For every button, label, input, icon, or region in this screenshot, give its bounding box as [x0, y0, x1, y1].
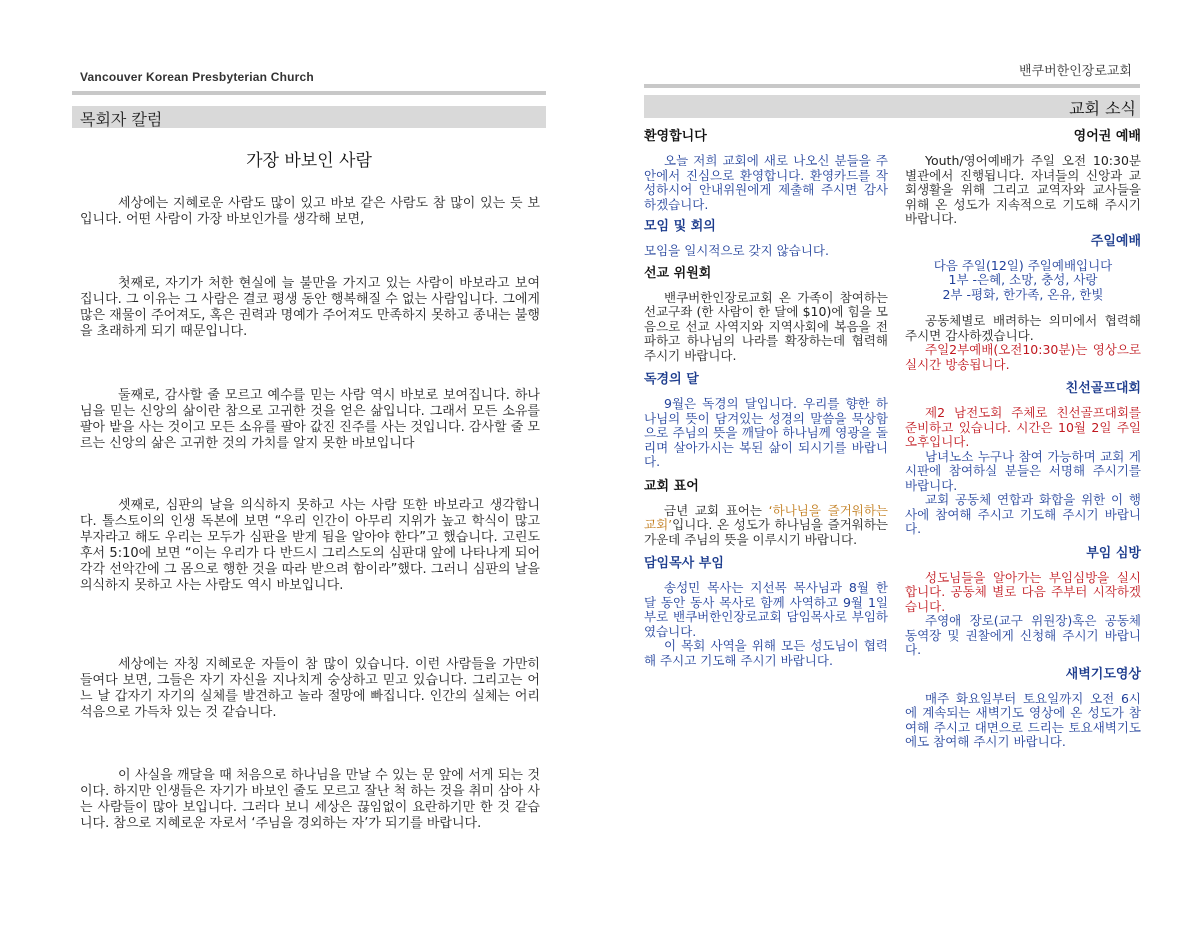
- paragraph-5: 세상에는 자칭 지혜로운 자들이 참 많이 있습니다. 이런 사람들을 가만히 들여다 보면, 그들은 자기 자신을 지나치게 숭상하고 믿고 있습니다. 그리고는 어느 날 갑자기 자기의 실체를 발견하고 놀라 절망에 빠집니다. 인간의 실체는 어리석음으로 가득차 있는 것 같습니다.: [80, 657, 540, 720]
- devotion-heading: 독경의 달: [644, 372, 699, 387]
- church-name-ko: 밴쿠버한인장로교회: [1018, 64, 1132, 79]
- section-title: 교회 소식: [1069, 99, 1136, 118]
- header-rule: [644, 84, 1140, 88]
- mission-heading: 선교 위원회: [644, 265, 712, 281]
- section-title: 목회자 칼럼: [80, 110, 163, 129]
- visit-heading: 부임 심방: [1086, 545, 1141, 561]
- dawn-heading: 새벽기도영상: [1065, 666, 1141, 682]
- mission-text: 밴쿠버한인장로교회 온 가족이 참여하는 선교구좌 (한 사람이 한 달에 $10)에 힘을 모음으로 선교 사역지와 지역사회에 복음을 전파하고 하나님의 나라를 확장하는데 협력해 주시기 바랍니다.: [644, 289, 888, 363]
- paragraph-3: 둘째로, 감사할 줄 모르고 예수를 믿는 사람 역시 바보로 보여집니다. 하나님을 믿는 신앙의 삶이란 참으로 고귀한 것을 얻은 삶입니다. 그래서 모든 소유를 팔아 밭을 사는 것이고 모든 소유를 팔아 값진 진주를 사는 것입니다. 감사할 줄 모르는 신앙의 삶은 고귀한 것의 가치를 알지 못한 바보입니다: [80, 388, 540, 451]
- meeting-text: 모임을 일시적으로 갖지 않습니다.: [644, 243, 829, 258]
- visit-red-text: 성도님들을 알아가는 부임심방을 실시합니다. 공동체 별로 다음 주부터 시작하겠습니다.: [905, 569, 1141, 614]
- english-text: Youth/영어예배가 주일 오전 10:30분 별관에서 진행됩니다. 자녀들의 신앙과 교회생활을 위해 그리고 교역자와 교사들을 위해 온 성도가 지속적으로 기도해 주시기 바랍니다.: [905, 153, 1141, 226]
- welcome-text: 오늘 저희 교회에 새로 나오신 분들을 주 안에서 진심으로 환영합니다. 환영카드를 작성하시어 안내위원에게 제출해 주시면 감사하겠습니다.: [644, 153, 888, 212]
- motto-post: 입니다. 온 성도가 하나님을 즐거워하는 가운데 주님의 뜻을 이루시기 바랍니다.: [644, 517, 888, 547]
- sunday-line-3: 2부 -평화, 한가족, 온유, 한빛: [942, 286, 1104, 302]
- visit-text: 주영애 장로(교구 위원장)혹은 공동체 동역장 및 권찰에게 신청해 주시기 바랍니다.: [905, 613, 1141, 657]
- church-news-bar: [644, 95, 1140, 118]
- sunday-line-2: 1부 -은혜, 소망, 충성, 사랑: [948, 272, 1098, 287]
- sunday-heading: 주일예배: [1090, 233, 1141, 249]
- pastor-text-2: 이 목회 사역을 위해 모든 성도님이 협력해 주시고 기도해 주시기 바랍니다.: [644, 638, 888, 668]
- welcome-heading: 환영합니다: [644, 129, 707, 144]
- paragraph-2: 첫째로, 자기가 처한 현실에 늘 불만을 가지고 있는 사람이 바보라고 보여집니다. 그 이유는 그 사람은 결코 평생 동안 행복해질 수 없는 사람입니다. 그에게 많은 재물이 주어져도, 혹은 권력과 명예가 주어져도 만족하지 못하고 종내는 불행을 초래하게 되기 때문입니다.: [80, 276, 540, 339]
- motto-highlight: ‘하나님을 즐거워하는 교회’: [644, 502, 888, 532]
- right-page: [600, 0, 1200, 927]
- pastor-column-bar: [72, 106, 546, 128]
- church-name-en: Vancouver Korean Presbyterian Church: [80, 70, 314, 84]
- english-heading: 영어권 예배: [1073, 129, 1141, 144]
- motto-heading: 교회 표어: [644, 478, 699, 494]
- sunday-line-1: 다음 주일(12일) 주일예배입니다: [933, 257, 1113, 273]
- news-column-left: [644, 128, 888, 674]
- article-title: 가장 바보인 사람: [246, 151, 372, 171]
- golf-text-2: 교회 공동체 연합과 화합을 위한 이 행사에 참여해 주시고 기도해 주시기 바랍니다.: [905, 492, 1141, 536]
- pastor-heading: 담임목사 부임: [644, 556, 724, 571]
- news-column-right: [905, 128, 1141, 756]
- motto-pre: 금년 교회 표어는: [664, 502, 769, 518]
- header-rule: [72, 91, 546, 95]
- devotion-text: 9월은 독경의 달입니다. 우리를 향한 하나님의 뜻이 담겨있는 성경의 말씀을 묵상함으로 주님의 뜻을 깨달아 하나님께 영광을 돌리며 살아가시는 복된 삶이 되시기를 바랍니다.: [644, 396, 888, 469]
- paragraph-1: 세상에는 지혜로운 사람도 많이 있고 바보 같은 사람도 참 많이 있는 듯 보입니다. 어떤 사람이 가장 바보인가를 생각해 보면,: [80, 196, 540, 227]
- dawn-text: 매주 화요일부터 토요일까지 오전 6시에 계속되는 새벽기도 영상에 온 성도가 참여해 주시고 대면으로 드리는 토요새벽기도에도 참여해 주시기 바랍니다.: [905, 690, 1141, 749]
- pastor-text-1: 송성민 목사는 지선목 목사님과 8월 한 달 동안 동사 목사로 함께 사역하고 9월 1일부로 밴쿠버한인장로교회 담임목사로 부임하였습니다.: [644, 580, 888, 639]
- golf-text-1: 남녀노소 누구나 참여 가능하며 교회 게시판에 참여하실 분들은 서명해 주시기를 바랍니다.: [905, 448, 1141, 493]
- paragraph-4: 셋째로, 심판의 날을 의식하지 못하고 사는 사람 또한 바보라고 생각합니다. 톨스토이의 인생 독본에 보면 “우리 인간이 아무리 지위가 높고 학식이 많고 부자라고 해도 우리는 모두가 심판을 받게 됨을 알아야 한다”고 했습니다. 고린도 후서 5:10에 보면 “이는 우리가 다 반드시 그리스도의 심판대 앞에 나타나게 되어 각각 선악간에 그 몸으로 행한 것을 따라 받으려 함이라”했다. 그러니 심판의 날을 의식하지 못하고 사는 사람도 역시 바보입니다.: [80, 498, 540, 593]
- golf-heading: 친선골프대회: [1065, 381, 1141, 396]
- golf-red-text: 제2 남전도회 주체로 친선골프대회를 준비하고 있습니다. 시간은 10월 2일 주일 오후입니다.: [905, 405, 1141, 449]
- motto-text: [644, 504, 888, 548]
- paragraph-6: 이 사실을 깨달을 때 처음으로 하나님을 만날 수 있는 문 앞에 서게 되는 것이다. 하지만 인생들은 자기가 바보인 줄도 모르고 잘난 척 하는 것을 취미 삼아 사는 사람들이 많아 보입니다. 그러다 보니 세상은 끊임없이 요란하기만 한 것 같습니다. 참으로 지혜로운 자로서 ‘주님을 경외하는 자’가 되기를 바랍니다.: [80, 768, 540, 831]
- sunday-broadcast: 주일2부예배(오전10:30분)는 영상으로 실시간 방송됩니다.: [905, 342, 1141, 372]
- sunday-text: 공동체별로 배려하는 의미에서 협력해 주시면 감사하겠습니다.: [905, 313, 1141, 343]
- meeting-heading: 모임 및 회의: [644, 219, 716, 234]
